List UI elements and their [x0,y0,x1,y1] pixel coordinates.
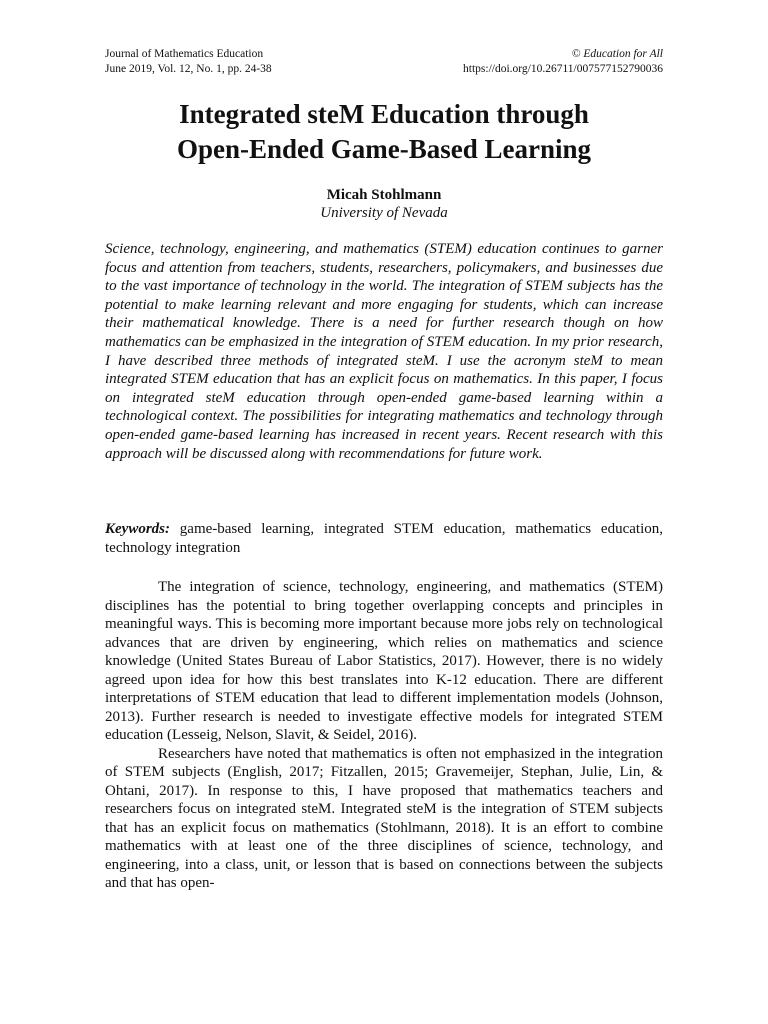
author-name: Micah Stohlmann [326,187,442,203]
title-line-2: Open-Ended Game-Based Learning [176,134,592,164]
keywords-list: game-based learning, integrated STEM education, mathematics education, technology integration [105,521,663,556]
author-affiliation: University of Nevada [320,205,448,221]
title-line-1: Integrated steM Education through [179,99,589,129]
paragraph: Researchers have noted that mathematics is often not emphasized in the integration of STEM subjects (English, 2017; Fitzallen, 2015; Gravemeijer, Stephan, Julie, Lin, & Ohtani, 2017). In response to this, I have proposed that mathematics teachers and researchers focus on integrated steM. Integrated steM is the integration of STEM subjects that has an explicit focus on mathematics (Stohlmann, 2018). It is an effort to combine mathematics with at least one of the three disciplines of science, technology, and engineering, into a class, unit, or lesson that is based on connections between the subjects and that has open- [105,745,663,891]
publisher-info [463,47,663,77]
keywords-label: Keywords [105,521,165,537]
issue-info: June 2019, Vol. 12, No. 1, pp. 24-38 [105,63,272,75]
journal-info [105,47,272,77]
doi-link[interactable]: https://doi.org/10.26711/007577152790036 [463,63,663,75]
body-text [105,578,663,893]
paper-title [105,97,663,167]
keywords [105,520,663,558]
paragraph: The integration of science, technology, engineering, and mathematics (STEM) disciplines has the potential to bring together overlapping concepts and principles in meaningful ways. This is becoming more important because more jobs rely on technological advances that are driven by engineering, which relies on mathematics and science knowledge (United States Bureau of Labor Statistics, 2017). However, there is no widely agreed upon idea for how this best translates into K-12 education. There are different interpretations of STEM education that lead to different implementation models (Johnson, 2013). Further research is needed to investigate effective models for integrated STEM education (Lesseig, Nelson, Slavit, & Seidel, 2016). [105,579,663,743]
journal-name: Journal of Mathematics Education [105,48,264,60]
copyright: © Education for All [571,48,663,60]
keywords-colon: : [165,521,170,537]
abstract: Science, technology, engineering, and mathematics (STEM) education continues to garner focus and attention from teachers, students, researchers, policymakers, and businesses due to the vast importance of technology in the world. The integration of STEM subjects has the potential to make learning relevant and more engaging for students, which can increase their mathematical knowledge. There is a need for further research though on how mathematics can be emphasized in the integration of STEM education. In my prior research, I have described three methods of integrated steM. I use the acronym steM to mean integrated STEM education that has an explicit focus on mathematics. In this paper, I focus on integrated steM education through open-ended game-based learning within a technological context. The possibilities for integrating mathematics and technology through open-ended game-based learning has increased in recent years. Recent research with this approach will be discussed along with recommendations for future work. [105,241,663,462]
